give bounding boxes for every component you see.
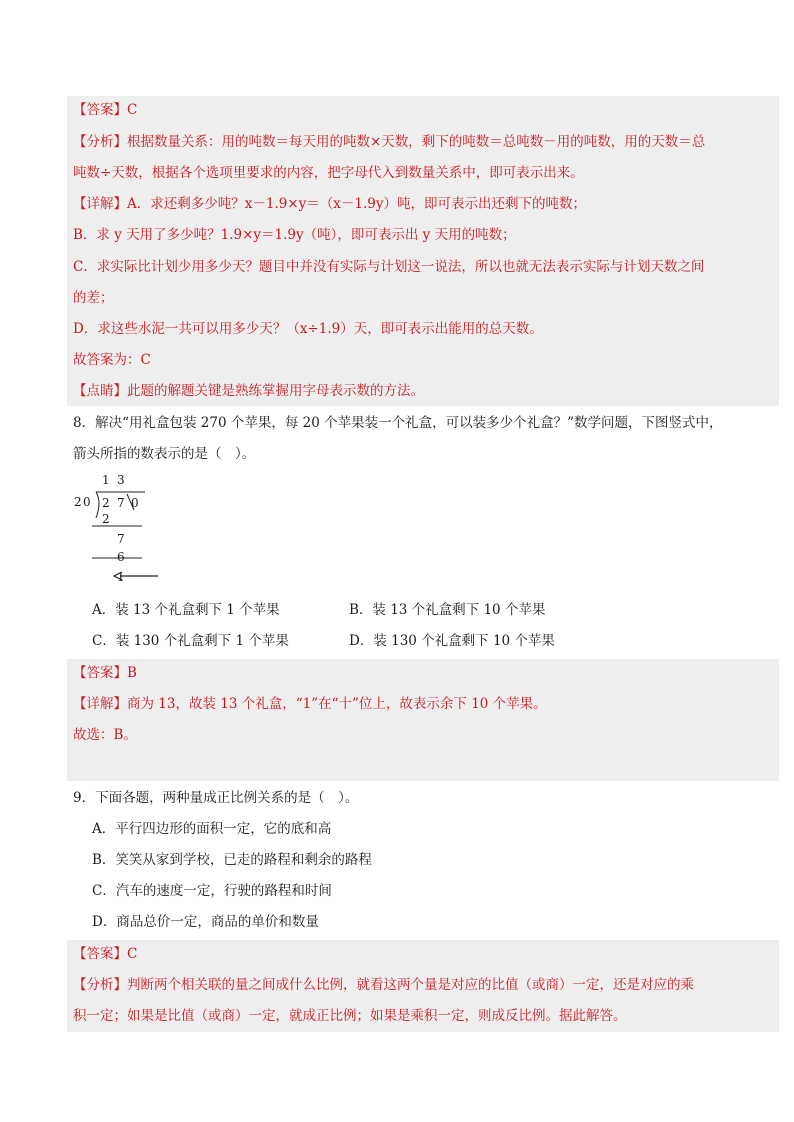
divisor-digit: 2 — [74, 495, 82, 509]
q8-detail: 【详解】商为 13，故装 13 个礼盒，“1”在“十”位上，故表示余下 10 个苹果。 — [73, 696, 547, 712]
q7-answer: 【答案】C — [73, 102, 138, 118]
q8-option-d: D．装 130 个礼盒剩下 10 个苹果 — [349, 633, 555, 649]
dividend-digit-1: 2 — [102, 496, 110, 510]
q8-conclusion: 故选：B。 — [73, 727, 137, 743]
dividend-digit-2: 7 — [117, 496, 125, 510]
q9-analysis-line1: 【分析】判断两个相关联的量之间成什么比例，就看这两个量是对应的比值（或商）一定，还是对应的乘 — [73, 977, 694, 993]
q9-answer: 【答案】C — [73, 946, 138, 962]
q8-answer: 【答案】B — [73, 665, 137, 681]
q8-option-c: C．装 130 个礼盒剩下 1 个苹果 — [92, 633, 289, 649]
q9-analysis-line2: 积一定；如果是比值（或商）一定，就成正比例；如果是乘积一定，则成反比例。据此解答。 — [73, 1008, 627, 1024]
q9-option-d: D．商品总价一定，商品的单价和数量 — [92, 914, 319, 930]
q7-analysis-line2: 吨数÷天数，根据各个选项里要求的内容，把字母代入到数量关系中，即可表示出来。 — [73, 165, 584, 181]
q7-analysis-line1: 【分析】根据数量关系：用的吨数＝每天用的吨数×天数，剩下的吨数＝总吨数－用的吨数，用的天数＝总 — [73, 134, 706, 150]
q9-stem: 9．下面各题，两种量成正比例关系的是（ ）。 — [73, 790, 359, 806]
division-lines — [70, 470, 170, 585]
long-division-figure — [70, 470, 170, 585]
q8-option-a: A．装 13 个礼盒剩下 1 个苹果 — [92, 602, 280, 618]
q8-stem-line2: 箭头所指的数表示的是（ ）。 — [73, 446, 256, 462]
quotient-digit-1: 1 — [102, 473, 110, 487]
divisor-zero: 0 — [83, 495, 91, 509]
q9-option-c: C．汽车的速度一定，行驶的路程和时间 — [92, 883, 332, 899]
q8-answer-block — [67, 659, 779, 781]
q7-detail-a: 【详解】A．求还剩多少吨？x－1.9×y＝（x－1.9y）吨，即可表示出还剩下的吨数； — [73, 196, 586, 212]
step-subtract-2: 6 — [117, 550, 125, 564]
q8-option-b: B．装 13 个礼盒剩下 10 个苹果 — [349, 602, 546, 618]
q7-detail-d: D．求这些水泥一共可以用多少天？（x÷1.9）天，即可表示出能用的总天数。 — [73, 321, 543, 337]
q7-detail-b: B．求 y 天用了多少吨？1.9×y＝1.9y（吨），即可表示出 y 天用的吨数； — [73, 227, 516, 243]
q7-comment: 【点睛】此题的解题关键是熟练掌握用字母表示数的方法。 — [73, 383, 424, 399]
step-bring-down: 7 — [117, 532, 125, 546]
q9-option-a: A．平行四边形的面积一定，它的底和高 — [92, 821, 332, 837]
quotient-digit-2: 3 — [117, 473, 125, 487]
q7-conclusion: 故答案为：C — [73, 352, 151, 368]
remainder-digit: 1 — [117, 570, 125, 584]
q7-detail-c-line1: C．求实际比计划少用多少天？题目中并没有实际与计划这一说法，所以也就无法表示实际与计划天数之间 — [73, 259, 705, 275]
dividend-digit-3: 0 — [131, 496, 139, 510]
q8-stem-line1: 8．解决“用礼盒包装 270 个苹果，每 20 个苹果装一个礼盒，可以装多少个礼盒？”数学问题，下图竖式中， — [73, 415, 723, 431]
step-subtract-1: 2 — [102, 512, 110, 526]
q7-detail-c-line2: 的差； — [73, 290, 114, 306]
q9-option-b: B．笑笑从家到学校，已走的路程和剩余的路程 — [92, 852, 372, 868]
